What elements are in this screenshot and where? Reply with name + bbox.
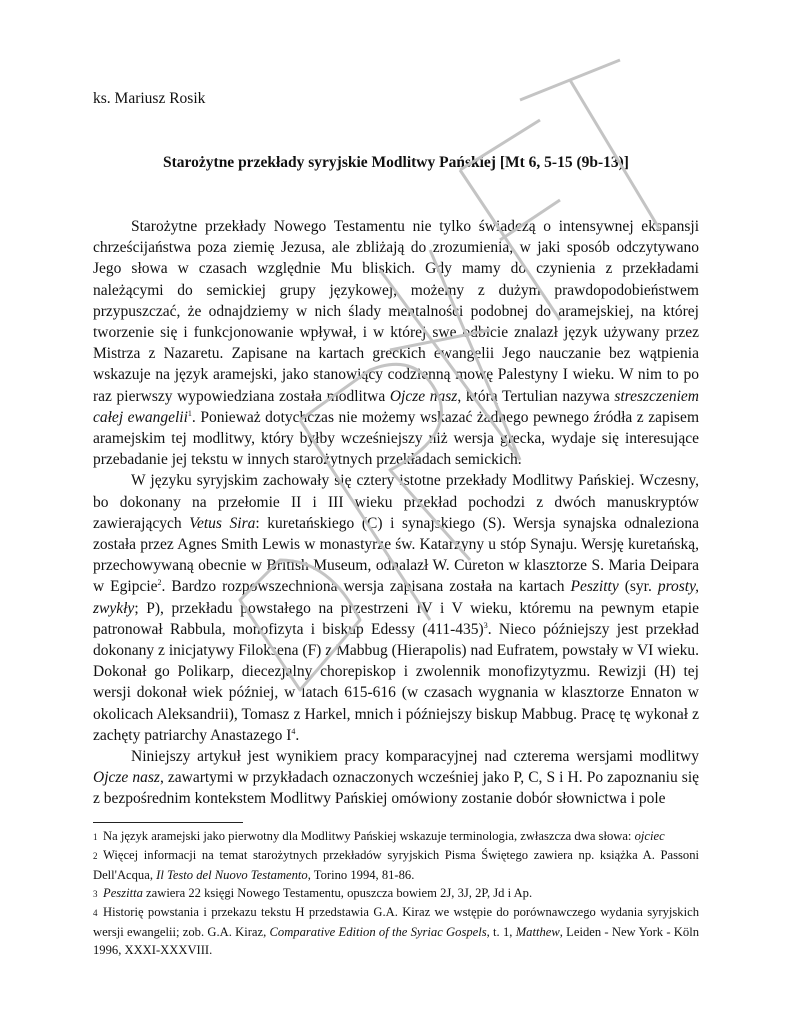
article-title: Starożytne przekłady syryjskie Modlitwy Pańskiej [Mt 6, 5-15 (9b-13)] (163, 154, 629, 171)
italic-run: Peszitty (570, 578, 619, 596)
text-run: (syr. (618, 578, 658, 596)
author-name: ks. Mariusz Rosik (93, 90, 206, 107)
footnote-ref-3[interactable]: 3 (483, 620, 488, 630)
text-run: . Nieco późniejszy jest przekład dokonany z inicjatywy Filoksena (F) z Mabbug (Hierapolis) nad Eufratem, powstały w VI wieku. Dokonał go Polikarp, diecezjalny chorepiskop i zwolennik monofizytyzmu. Rewizji (H) tej wersji dokonał wiek później, w latach 615-616 (w czasach wygnania w klasztorze Ennaton w okolicach Aleksandrii), Tomasz z Harkel, mnich i późniejszy biskup Mabbug. Pracę tę wykonał z zachęty patriarchy Anastazego I (93, 620, 699, 744)
italic-run: ojciec (634, 828, 665, 843)
text-run: Niniejszy artykuł jest wynikiem pracy komparacyjnej nad czterema wersjami modlitwy (131, 748, 699, 766)
footnote-number: 3 (93, 888, 98, 899)
text-run: . Ponieważ dotychczas nie możemy wskazać żadnego pewnego źródła z zapisem aramejskim tej modlitwy, który byłby wcześniejszy niż wersja grecka, wydaje się interesujące przebadanie jej tekstu w innych starożytnych przekładach semickich. (93, 408, 699, 469)
text-run: , którą Tertulian nazywa (457, 387, 615, 405)
footnote-number: 1 (93, 831, 98, 842)
text-run: : kuretańskiego (C) i synajskiego (S). Wersja synajska odnaleziona została przez Agnes Smith Lewis w monastyrze św. Katarzyny u stóp Synaju. Wersję kuretańską, przechowywaną obecnie w British Museum, odnalazł W. Cureton w klasztorze S. Maria Deipara w Egipcie (93, 514, 699, 596)
article-body (93, 216, 699, 810)
paragraph-2 (93, 470, 699, 746)
text-run: , zawartymi w przykładach oznaczonych wcześniej jako P, C, S i H. Po zapoznaniu się z bezpośrednim kontekstem Modlitwy Pańskiej omówiony zostanie dobór słownictwa i pole (93, 769, 700, 808)
document-page (93, 88, 699, 960)
footnote-2 (93, 846, 699, 884)
italic-run: Ojcze nasz (389, 387, 458, 405)
italic-run: prosty, zwykły (93, 578, 700, 617)
italic-run: Vetus Sira (189, 514, 256, 532)
italic-run: streszczeniem całej ewangelii (93, 387, 699, 426)
italic-run: Comparative Edition of the Syriac Gospels (269, 924, 487, 939)
italic-run: Ojcze nasz (93, 769, 160, 787)
footnote-separator (93, 822, 243, 823)
footnote-number: 2 (93, 851, 98, 862)
paragraph-1 (93, 216, 699, 470)
italic-run: Peszitta (103, 885, 143, 900)
text-run: W języku syryjskim zachowały się cztery istotne przekłady Modlitwy Pańskiej. Wczesny, bo dokonany na przełomie II i III wieku przekład pochodzi z dwóch manuskryptów zawierających (93, 472, 699, 532)
italic-run: Matthew (515, 924, 560, 939)
footnote-3 (93, 884, 699, 903)
text-run: . (295, 726, 300, 744)
text-run: . Bardzo rozpowszechniona wersja zapisana została na kartach (161, 578, 571, 596)
text-run: Starożytne przekłady Nowego Testamentu nie tylko świadczą o intensywnej ekspansji chrześcijaństwa poza ziemię Jezusa, ale zbliżają do zrozumienia, w jaki sposób odczytywano Jego słowa w czasach względnie Mu bliskich. Gdy mamy do czynienia z przekładami należącymi do semickiej grupy językowej, możemy z dużym prawdopodobieństwem przypuszczać, że odnajdziemy w nich ślady mentalności podobnej do aramejskiej, na której tworzenie się i funkcjonowanie wpływał, i w której swe odbicie znalazł język używany przez Mistrza z Nazaretu. Zapisane na kartach greckich ewangelii Jego nauczanie bez wątpienia wskazuje na język aramejski, jako stanowiący codzienną mowę Palestyny I wieku. W nim to po raz pierwszy wypowiedziana została modlitwa (93, 218, 699, 405)
footnote-4 (93, 903, 699, 959)
paragraph-3 (93, 746, 699, 810)
footnotes (93, 827, 699, 960)
text-run: Historię powstania i przekazu tekstu H przedstawia G.A. Kiraz we wstępie do porównawczego wydania syryjskich wersji ewangelii; zob. G.A. Kiraz, (93, 905, 699, 939)
text-run: , Torino 1994, 81-86. (307, 867, 415, 882)
text-run: zawiera 22 księgi Nowego Testamentu, opuszcza bowiem 2J, 3J, 2P, Jd i Ap. (142, 885, 533, 900)
footnote-ref-4[interactable]: 4 (291, 726, 296, 736)
italic-run: Il Testo del Nuovo Testamento (156, 867, 308, 882)
footnote-1 (93, 827, 699, 846)
footnote-ref-2[interactable]: 2 (157, 578, 162, 588)
text-run: , Leiden - New York - Köln 1996, XXXI-XXXVIII. (93, 924, 699, 958)
text-run: Więcej informacji na temat starożytnych przekładów syryjskich Pisma Świętego zawiera np. książka A. Passoni Dell'Acqua, (93, 848, 699, 882)
text-run: Na język aramejski jako pierwotny dla Modlitwy Pańskiej wskazuje terminologia, zwłaszcza dwa słowa: (103, 828, 635, 843)
footnote-ref-1[interactable]: 1 (187, 408, 192, 418)
text-run: ; P), przekładu powstałego na przestrzeni IV i V wieku, któremu na pewnym etapie patronował Rabbula, monofizyta i biskup Edessy (411-435) (93, 599, 699, 638)
text-run: , t. 1, (486, 924, 516, 939)
footnote-number: 4 (93, 908, 98, 919)
